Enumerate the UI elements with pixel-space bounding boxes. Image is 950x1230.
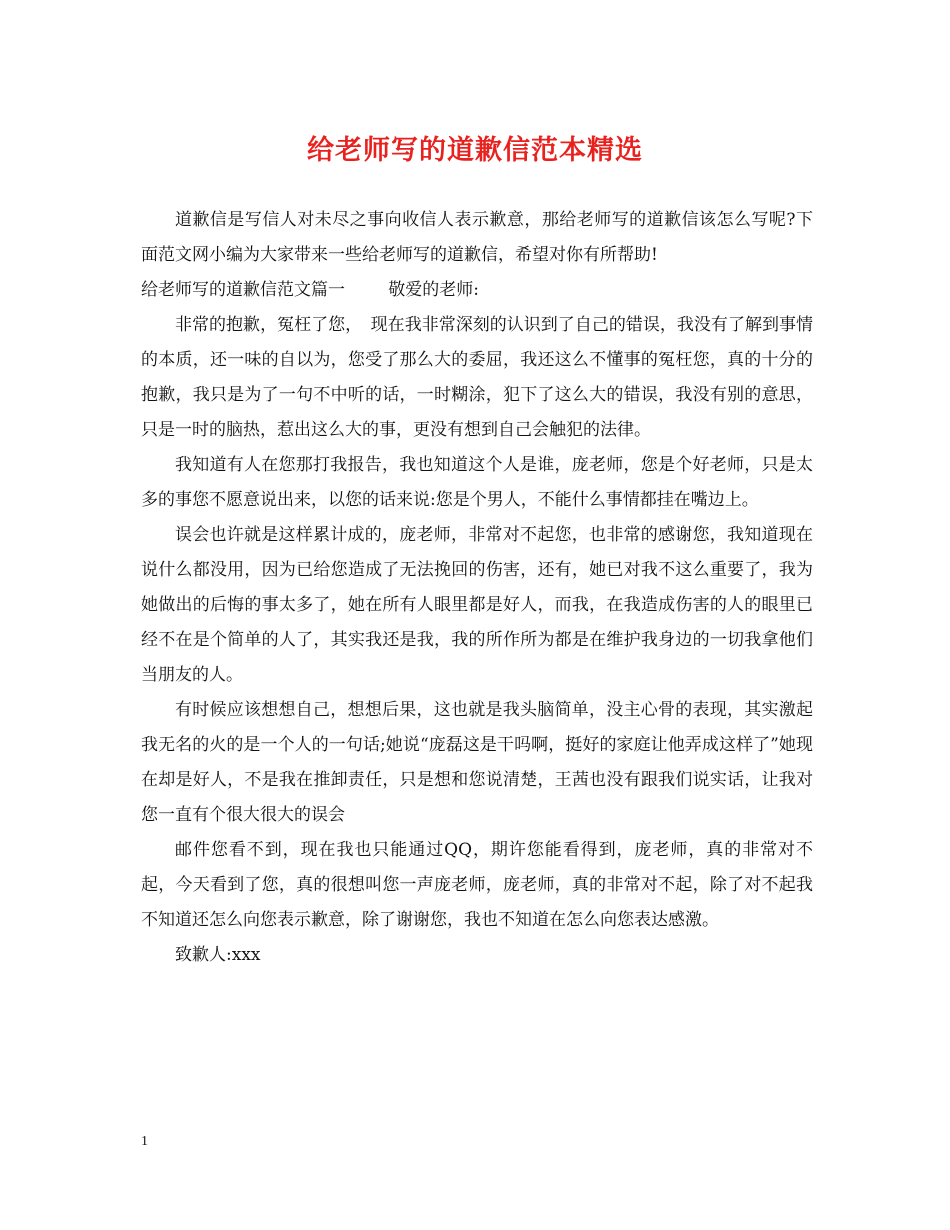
subheading-line xyxy=(141,273,813,308)
body-paragraph: 误会也许就是这样累计成的，庞老师，非常对不起您，也非常的感谢您，我知道现在说什么都没用，因为已给您造成了无法挽回的伤害，还有，她已对我不这么重要了，我为她做出的后悔的事太多了，她在所有人眼里都是好人，而我，在我造成伤害的人的眼里已经不在是个简单的人了，其实我还是我，我的所作所为都是在维护我身边的一切我拿他们当朋友的人。 xyxy=(141,525,813,685)
subheading: 给老师写的道歉信范文篇一 xyxy=(141,280,345,300)
page-number: 1 xyxy=(141,1134,148,1149)
document-title: 给老师写的道歉信范本精选 xyxy=(307,135,643,166)
salutation: 敬爱的老师: xyxy=(388,280,479,300)
body-paragraph: 非常的抱歉，冤枉了您， 现在我非常深刻的认识到了自己的错误，我没有了解到事情的本质，还一味的自以为，您受了那么大的委屈，我还这么不懂事的冤枉您，真的十分的抱歉，我只是为了一句不中听的话，一时糊涂，犯下了这么大的错误，我没有别的意思，只是一时的脑热，惹出这么大的事，更没有想到自己会触犯的法律。 xyxy=(141,315,813,440)
signature: 致歉人:xxx xyxy=(175,945,261,965)
intro-paragraph: 道歉信是写信人对未尽之事向收信人表示歉意，那给老师写的道歉信该怎么写呢?下面范文网小编为大家带来一些给老师写的道歉信，希望对你有所帮助! xyxy=(141,210,813,265)
body-paragraph: 我知道有人在您那打我报告，我也知道这个人是谁，庞老师，您是个好老师，只是太多的事您不愿意说出来，以您的话来说:您是个男人，不能什么事情都挂在嘴边上。 xyxy=(141,455,813,510)
body-paragraph: 有时候应该想想自己，想想后果，这也就是我头脑简单，没主心骨的表现，其实激起我无名的火的是一个人的一句话;她说“庞磊这是干吗啊，挺好的家庭让他弄成这样了”她现在却是好人，不是我在推卸责任，只是想和您说清楚，王茜也没有跟我们说实话，让我对您一直有个很大很大的误会 xyxy=(141,700,813,825)
document-body xyxy=(141,203,813,973)
body-paragraph: 邮件您看不到，现在我也只能通过QQ，期许您能看得到，庞老师，真的非常对不起，今天看到了您，真的很想叫您一声庞老师，庞老师，真的非常对不起，除了对不起我不知道还怎么向您表示歉意，除了谢谢您，我也不知道在怎么向您表达感激。 xyxy=(141,840,813,930)
